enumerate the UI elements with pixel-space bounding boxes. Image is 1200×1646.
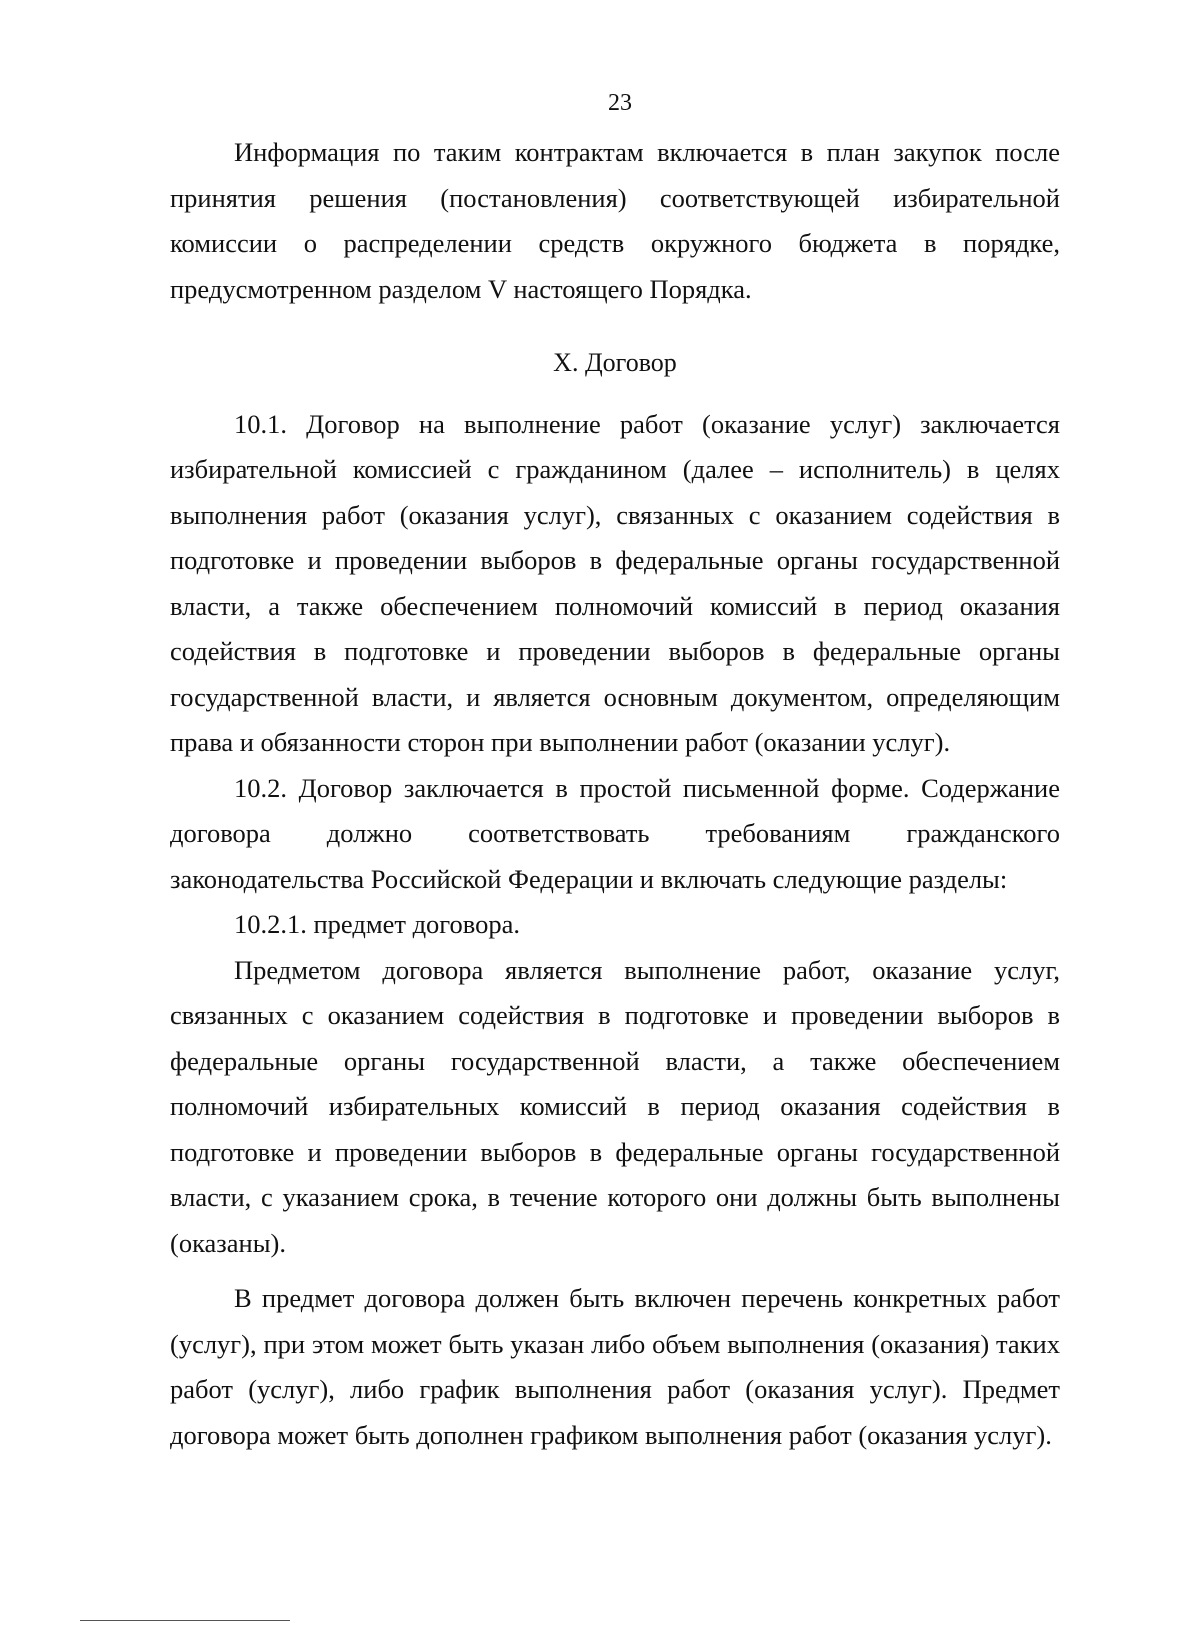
section-heading: X. Договор (553, 348, 677, 377)
paragraph-procurement-info: Информация по таким контрактам включается в план закупок после принятия решения (постановления) соответствующей избирательной комиссии о распределении средств окружного бюджета в порядке, предусмотренном разделом V настоящего Порядка. (170, 137, 1060, 304)
paragraph-10-2-1: 10.2.1. предмет договора. (234, 909, 520, 939)
paragraph-work-list: В предмет договора должен быть включен перечень конкретных работ (услуг), при этом может быть указан либо объем выполнения (оказания) таких работ (услуг), либо график выполнения работ (оказания услуг). Предмет договора может быть дополнен графиком выполнения работ (оказания услуг). (170, 1283, 1060, 1450)
paragraph-10-2: 10.2. Договор заключается в простой письменной форме. Содержание договора должно соответствовать требованиям гражданского законодательства Российской Федерации и включать следующие разделы: (170, 772, 1060, 894)
footnote-divider (80, 1620, 290, 1621)
page-number: 23 (608, 90, 632, 116)
paragraph-10-1: 10.1. Договор на выполнение работ (оказание услуг) заключается избирательной комиссией с гражданином (далее – исполнитель) в целях выполнения работ (оказания услуг), связанных с оказанием содействия в подготовке и проведении выборов в федеральные органы государственной власти, а также обеспечением полномочий комиссий в период оказания содействия в подготовке и проведении выборов в федеральные органы государственной власти, и является основным документом, определяющим права и обязанности сторон при выполнении работ (оказании услуг). (170, 408, 1060, 757)
document-body (170, 130, 1060, 1458)
paragraph-contract-subject: Предметом договора является выполнение работ, оказание услуг, связанных с оказанием содействия в подготовке и проведении выборов в федеральные органы государственной власти, а также обеспечением полномочий избирательных комиссий в период оказания содействия в подготовке и проведении выборов в федеральные органы государственной власти, с указанием срока, в течение которого они должны быть выполнены (оказаны). (170, 954, 1060, 1258)
